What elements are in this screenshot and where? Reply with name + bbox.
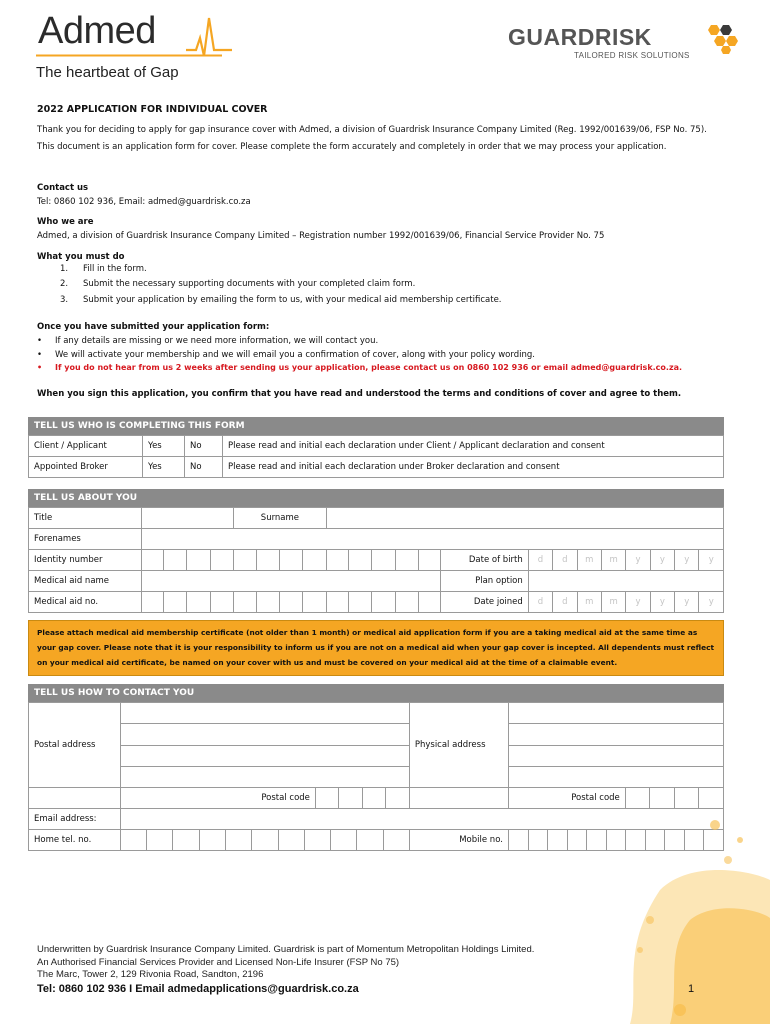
dob-digit-box[interactable]: y [626, 550, 650, 571]
medaid-digit-box[interactable] [419, 592, 441, 613]
joined-digit-box[interactable]: y [650, 592, 674, 613]
footer-line: An Authorised Financial Services Provider and Licensed Non-Life Insurer (FSP No 75) [37, 956, 400, 968]
bullet-text: If any details are missing or we need more information, we will contact you. [55, 336, 379, 346]
no-option[interactable]: No [185, 436, 223, 457]
plan-option-label: Plan option [441, 571, 528, 592]
table-row [29, 703, 724, 724]
table-row [29, 550, 724, 571]
postal-address-label: Postal address [29, 703, 121, 788]
medaid-digit-box[interactable] [303, 592, 326, 613]
medaid-digit-box[interactable] [326, 592, 348, 613]
forenames-label: Forenames [29, 529, 142, 550]
medical-aid-no-label: Medical aid no. [29, 592, 142, 613]
table-row [29, 529, 724, 550]
completing-table [28, 435, 724, 478]
medical-aid-notice: Please attach medical aid membership certificate (not older than 1 month) or medical aid application form if you are a taking medical aid at the same time as your gap cover. Please note that it is your responsibility to inform us if you are not on a medical aid when your gap cover is incepted. All dependents must reflect on your medical aid certificate, be named on your cover with us and must be covered on your medical aid at the time of a claimable event. [28, 620, 724, 676]
heartbeat-icon [186, 16, 232, 58]
home-tel-boxes[interactable] [120, 830, 409, 851]
physical-blank [409, 788, 508, 809]
id-digit-box[interactable] [395, 550, 418, 571]
table-row [29, 457, 724, 478]
dob-digit-box[interactable]: d [553, 550, 577, 571]
forenames-input[interactable] [141, 529, 723, 550]
contact-text: Tel: 0860 102 936, Email: admed@guardrisk.co.za [37, 197, 251, 207]
who-text: Admed, a division of Guardrisk Insurance Company Limited – Registration number 1992/001639/06, Financial Service Provider No. 75 [37, 231, 605, 241]
joined-digit-box[interactable]: d [528, 592, 552, 613]
footer-line: The Marc, Tower 2, 129 Rivonia Road, Sandton, 2196 [37, 969, 264, 980]
medaid-digit-box[interactable] [372, 592, 395, 613]
row-label: Client / Applicant [29, 436, 143, 457]
no-option[interactable]: No [185, 457, 223, 478]
who-heading: Who we are [37, 217, 94, 227]
id-digit-box[interactable] [326, 550, 348, 571]
home-tel-label: Home tel. no. [29, 830, 121, 851]
intro-paragraph: Thank you for deciding to apply for gap insurance cover with Admed, a division of Guardrisk Insurance Company Limited (Reg. 1992/001639/06, FSP No. 75). This document is an application form for cover. Please complete the form accurately and completely in order that we may process your application. [37, 125, 707, 152]
footer-contact: Tel: 0860 102 936 I Email admedapplications@guardrisk.co.za [37, 983, 359, 995]
id-digit-box[interactable] [187, 550, 210, 571]
guardrisk-logo [508, 24, 748, 64]
contact-heading: Contact us [37, 183, 89, 193]
step-number: 3. [60, 295, 69, 305]
table-row [29, 571, 724, 592]
hexagon-cluster-icon [704, 24, 742, 54]
submitted-heading: Once you have submitted your application form: [37, 322, 270, 332]
table-row [29, 436, 724, 457]
footer-line: Underwritten by Guardrisk Insurance Company Limited. Guardrisk is part of Momentum Metropolitan Holdings Limited. [37, 944, 535, 955]
table-row [29, 766, 724, 787]
mobile-label: Mobile no. [409, 830, 508, 851]
step-text: Submit the necessary supporting documents with your completed claim form. [83, 279, 416, 289]
step-number: 1. [60, 264, 69, 274]
bullet-text: We will activate your membership and we will email you a confirmation of cover, along with your policy wording. [55, 350, 535, 360]
id-digit-box[interactable] [234, 550, 256, 571]
physical-address-line[interactable] [508, 703, 723, 724]
physical-address-line[interactable] [508, 745, 723, 766]
medical-aid-name-label: Medical aid name [29, 571, 142, 592]
paint-splash-decoration [620, 800, 770, 1024]
medaid-digit-box[interactable] [187, 592, 210, 613]
bullet-item-warning: • If you do not hear from us 2 weeks after sending us your application, please contact us on 0860 102 936 or email admed@guardrisk.co.za. [37, 363, 683, 372]
id-digit-box[interactable] [349, 550, 372, 571]
medaid-digit-box[interactable] [395, 592, 418, 613]
bullet-item: • We will activate your membership and we will email you a confirmation of cover, along with your policy wording. [37, 350, 535, 360]
dob-digit-box[interactable]: y [675, 550, 699, 571]
step-number: 2. [60, 279, 69, 289]
dob-digit-box[interactable]: m [577, 550, 601, 571]
admed-tagline: The heartbeat of Gap [36, 64, 179, 81]
id-digit-box[interactable] [256, 550, 279, 571]
postal-address-line[interactable] [120, 724, 409, 745]
id-digit-box[interactable] [303, 550, 326, 571]
physical-address-line[interactable] [508, 766, 723, 787]
step-text: Fill in the form. [83, 264, 147, 274]
title-input[interactable] [141, 508, 233, 529]
dob-digit-box[interactable]: y [650, 550, 674, 571]
id-digit-box[interactable] [164, 550, 187, 571]
bullet-item: • If any details are missing or we need more information, we will contact you. [37, 336, 379, 346]
medaid-digit-box[interactable] [234, 592, 256, 613]
physical-address-line[interactable] [508, 724, 723, 745]
row-note: Please read and initial each declaration under Client / Applicant declaration and consent [223, 436, 724, 457]
yes-option[interactable]: Yes [143, 457, 185, 478]
guardrisk-logo-word: GUARDRISK [508, 24, 652, 50]
section-header-completing: TELL US WHO IS COMPLETING THIS FORM [28, 417, 724, 435]
joined-digit-box[interactable]: y [626, 592, 650, 613]
joined-digit-box[interactable]: y [675, 592, 699, 613]
plan-option-input[interactable] [528, 571, 723, 592]
row-label: Appointed Broker [29, 457, 143, 478]
joined-digit-box[interactable]: m [601, 592, 625, 613]
admed-underline [36, 54, 222, 57]
title-label: Title [29, 508, 142, 529]
physical-address-label: Physical address [409, 703, 508, 788]
confirm-statement: When you sign this application, you confirm that you have read and understood the terms and conditions of cover and agree to them. [37, 389, 682, 399]
medaid-digit-box[interactable] [164, 592, 187, 613]
id-digit-box[interactable] [372, 550, 395, 571]
id-digit-box[interactable] [419, 550, 441, 571]
date-joined-label: Date joined [441, 592, 528, 613]
must-heading: What you must do [37, 252, 125, 262]
postal-code-box[interactable] [362, 788, 385, 809]
surname-input[interactable] [326, 508, 723, 529]
surname-label: Surname [234, 508, 326, 529]
section-header-about: TELL US ABOUT YOU [28, 489, 724, 507]
table-row [29, 508, 724, 529]
dob-digit-box[interactable]: y [699, 550, 724, 571]
page-number: 1 [688, 983, 695, 995]
dob-digit-box[interactable]: m [601, 550, 625, 571]
physical-postal-code-label: Postal code [508, 788, 625, 809]
document-title: 2022 APPLICATION FOR INDIVIDUAL COVER [37, 104, 268, 115]
medaid-digit-box[interactable] [256, 592, 279, 613]
admed-logo-word: Admed [38, 10, 156, 52]
about-table [28, 507, 724, 613]
dob-digit-box[interactable]: d [528, 550, 552, 571]
yes-option[interactable]: Yes [143, 436, 185, 457]
joined-digit-box[interactable]: d [553, 592, 577, 613]
joined-digit-box[interactable]: m [577, 592, 601, 613]
table-row [29, 745, 724, 766]
id-number-label: Identity number [29, 550, 142, 571]
id-digit-box[interactable] [279, 550, 302, 571]
step-text: Submit your application by emailing the form to us, with your medical aid membership certificate. [83, 295, 502, 305]
postal-address-line[interactable] [120, 745, 409, 766]
postal-blank [29, 788, 121, 809]
table-row [29, 592, 724, 613]
medaid-digit-box[interactable] [210, 592, 233, 613]
id-digit-box[interactable] [210, 550, 233, 571]
email-label: Email address: [29, 809, 121, 830]
guardrisk-tagline: TAILORED RISK SOLUTIONS [574, 51, 690, 60]
table-row [29, 724, 724, 745]
row-note: Please read and initial each declaration under Broker declaration and consent [223, 457, 724, 478]
joined-digit-box[interactable]: y [699, 592, 724, 613]
footer-text [37, 944, 534, 982]
admed-logo [36, 8, 236, 82]
postal-code-box[interactable] [338, 788, 362, 809]
bullet-text: If you do not hear from us 2 weeks after sending us your application, please contact us on 0860 102 936 or email admed@guardrisk.co.za. [55, 363, 683, 372]
postal-code-box[interactable] [385, 788, 409, 809]
section-header-contact: TELL US HOW TO CONTACT YOU [28, 684, 724, 702]
dob-label: Date of birth [441, 550, 528, 571]
postal-address-line[interactable] [120, 766, 409, 787]
medical-aid-name-input[interactable] [141, 571, 441, 592]
id-digit-box[interactable] [141, 550, 163, 571]
medaid-digit-box[interactable] [141, 592, 163, 613]
postal-code-label: Postal code [120, 788, 315, 809]
postal-address-line[interactable] [120, 703, 409, 724]
postal-code-box[interactable] [315, 788, 338, 809]
medaid-digit-box[interactable] [349, 592, 372, 613]
medaid-digit-box[interactable] [279, 592, 302, 613]
